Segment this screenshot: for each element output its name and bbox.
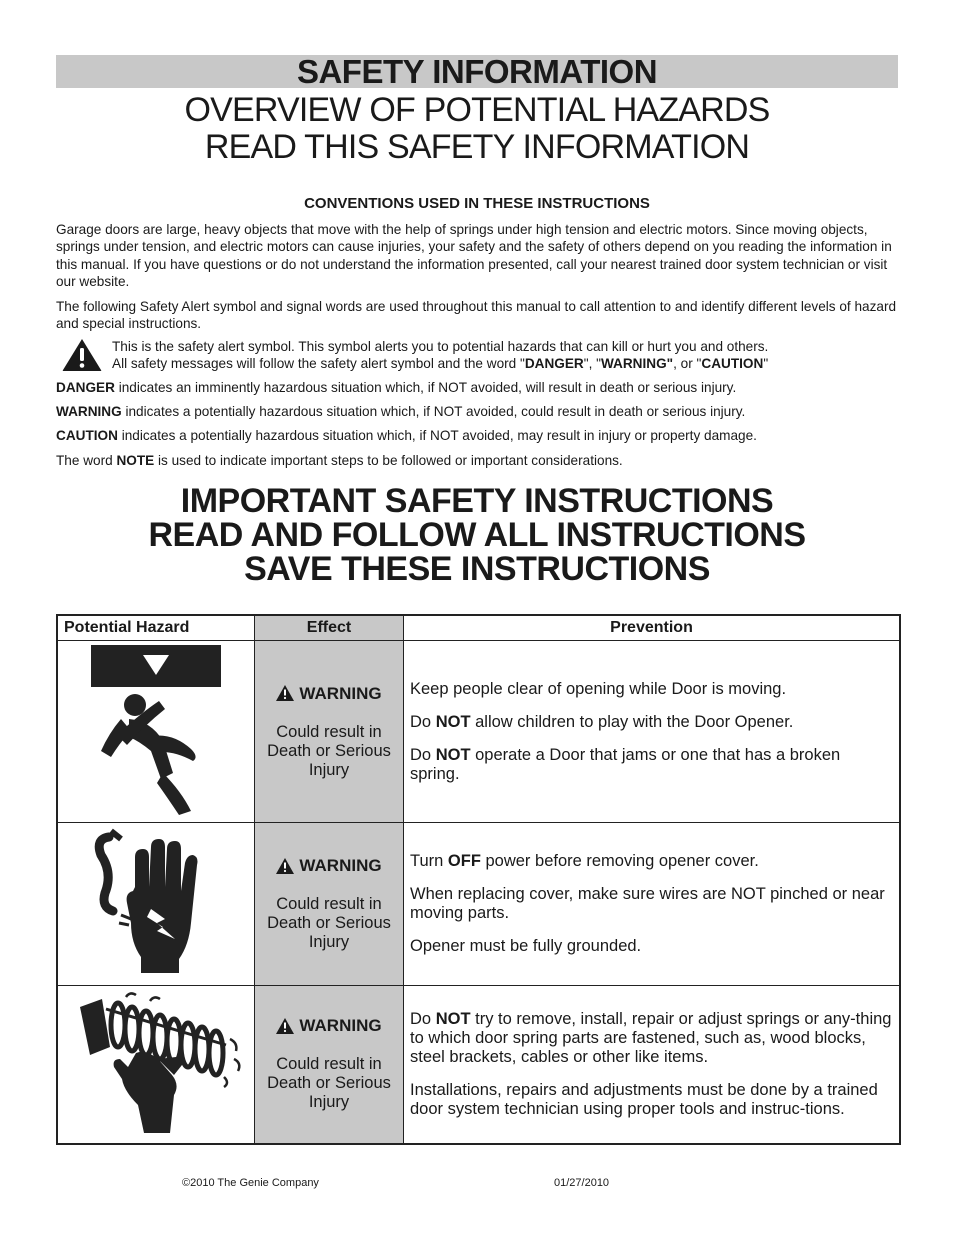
effect-line: Could result in bbox=[276, 1055, 382, 1074]
effect-cell bbox=[255, 986, 404, 1144]
prevention-text bbox=[410, 1010, 893, 1067]
definition-term: CAUTION bbox=[56, 428, 118, 443]
effect-cell bbox=[255, 823, 404, 986]
prevention-text: Keep people clear of opening while Door is moving. bbox=[410, 679, 787, 698]
table-header-row bbox=[57, 615, 900, 641]
definition-term: DANGER bbox=[56, 380, 115, 395]
prevention-text-part: Do bbox=[410, 712, 436, 731]
spring-hazard-icon bbox=[66, 987, 246, 1137]
prevention-cell bbox=[404, 641, 901, 823]
prevention-text-part: power before removing opener cover. bbox=[480, 852, 759, 870]
header-prevention: Prevention bbox=[404, 615, 901, 641]
prevention-text: Installations, repairs and adjustments must be done by a trained door system technician using proper tools and instruc-tions. bbox=[410, 1080, 878, 1118]
subtitle-line-1: OVERVIEW OF POTENTIAL HAZARDS bbox=[184, 91, 770, 129]
subtitle-line-2: READ THIS SAFETY INFORMATION bbox=[204, 128, 750, 166]
hazard-image-cell bbox=[57, 986, 255, 1144]
warning-label bbox=[255, 856, 403, 875]
prevention-cell bbox=[404, 986, 901, 1144]
table-row bbox=[57, 641, 900, 823]
alert-line-2 bbox=[112, 355, 768, 372]
hazard-image-cell bbox=[57, 641, 255, 823]
footer-date: 01/27/2010 bbox=[554, 1177, 610, 1189]
definition-text: indicates a potentially hazardous situation which, if NOT avoided, may result in injury or property damage. bbox=[117, 428, 757, 443]
definition-text: indicates a potentially hazardous situation which, if NOT avoided, could result in death or serious injury. bbox=[121, 404, 746, 419]
hazard-table bbox=[56, 614, 901, 1145]
alert-line-1: This is the safety alert symbol. This symbol alerts you to potential hazards that can kill or hurt you and others. bbox=[112, 339, 769, 354]
effect-line: Injury bbox=[308, 760, 350, 779]
alert-word-danger: DANGER bbox=[524, 356, 584, 371]
hazard-image-cell bbox=[57, 823, 255, 986]
definition-danger bbox=[56, 380, 736, 395]
prevention-text-part: Turn bbox=[410, 852, 448, 870]
crushed-person-icon bbox=[81, 641, 231, 817]
conventions-paragraph-2: The following Safety Alert symbol and signal words are used throughout this manual to call attention to and identify different levels of hazard and special instructions. bbox=[56, 299, 897, 332]
prevention-text: Opener must be fully grounded. bbox=[410, 937, 642, 955]
conventions-heading: CONVENTIONS USED IN THESE INSTRUCTIONS bbox=[304, 195, 650, 212]
safety-alert-block bbox=[56, 338, 898, 374]
prevention-text-part: Do bbox=[410, 745, 436, 764]
prevention-text-part: Do bbox=[410, 1009, 436, 1028]
effect-line: Could result in bbox=[276, 895, 382, 913]
warning-text: WARNING bbox=[299, 1016, 382, 1036]
effect-cell bbox=[255, 641, 404, 823]
note-prefix: The word bbox=[56, 453, 117, 468]
safety-alert-icon bbox=[276, 858, 294, 874]
footer-copyright: ©2010 The Genie Company bbox=[182, 1177, 319, 1189]
title-banner bbox=[56, 55, 898, 88]
effect-line: Injury bbox=[308, 1093, 350, 1112]
definition-text: indicates an imminently hazardous situation which, if NOT avoided, will result in death or serious injury. bbox=[114, 380, 737, 395]
important-heading-3: SAVE THESE INSTRUCTIONS bbox=[244, 550, 710, 588]
warning-text: WARNING bbox=[299, 856, 382, 875]
note-term: NOTE bbox=[116, 453, 155, 468]
important-heading-1: IMPORTANT SAFETY INSTRUCTIONS bbox=[180, 482, 774, 520]
conventions-paragraph-1: Garage doors are large, heavy objects that move with the help of springs under high tension and electric motors. Since moving objects, springs under tension, and electric motors can cause injuries, your safety and the safety of others depend on you reading the information in this manual. If you have questions or do not understand the information presented, call your nearest trained door system technician or visit our website. bbox=[56, 222, 892, 290]
effect-line: Death or Serious bbox=[267, 741, 391, 760]
header-effect: Effect bbox=[255, 615, 404, 641]
effect-line: Injury bbox=[308, 933, 350, 951]
definition-term: WARNING bbox=[56, 404, 122, 419]
prevention-emphasis: NOT bbox=[435, 745, 471, 764]
prevention-text bbox=[410, 746, 893, 784]
page-title: SAFETY INFORMATION bbox=[296, 53, 658, 90]
electric-shock-hand-icon bbox=[91, 827, 221, 977]
alert-sep-1: ", " bbox=[583, 356, 601, 371]
important-heading-2: READ AND FOLLOW ALL INSTRUCTIONS bbox=[148, 516, 806, 554]
table-row bbox=[57, 823, 900, 986]
prevention-text-part: try to remove, install, repair or adjust springs or any-thing to which door spring parts are fastened, such as, wood blocks, steel brackets, cables or other like items. bbox=[410, 1009, 892, 1066]
note-text: is used to indicate important steps to be followed or important considerations. bbox=[154, 453, 623, 468]
safety-alert-icon bbox=[276, 685, 294, 701]
effect-line: Death or Serious bbox=[267, 1074, 391, 1093]
prevention-text bbox=[410, 713, 893, 732]
alert-sep-2: , or " bbox=[673, 356, 702, 371]
warning-label bbox=[255, 1016, 403, 1035]
prevention-emphasis: OFF bbox=[447, 852, 481, 870]
warning-label bbox=[255, 684, 403, 703]
definition-warning bbox=[56, 404, 745, 419]
effect-line: Death or Serious bbox=[267, 914, 391, 932]
alert-word-warning: WARNING" bbox=[600, 356, 674, 371]
alert-text bbox=[112, 338, 768, 372]
safety-alert-icon bbox=[276, 1018, 294, 1034]
prevention-text bbox=[410, 852, 893, 871]
effect-line: Could result in bbox=[276, 722, 382, 741]
definition-caution bbox=[56, 428, 757, 443]
definition-note bbox=[56, 453, 623, 468]
prevention-text-part: allow children to play with the Door Opener. bbox=[470, 712, 794, 731]
alert-line-2-prefix: All safety messages will follow the safety alert symbol and the word " bbox=[112, 356, 525, 371]
warning-text: WARNING bbox=[299, 683, 382, 703]
prevention-text-part: operate a Door that jams or one that has a broken spring. bbox=[410, 745, 841, 783]
prevention-cell bbox=[404, 823, 901, 986]
table-row bbox=[57, 986, 900, 1144]
alert-word-caution: CAUTION bbox=[701, 356, 764, 371]
prevention-emphasis: NOT bbox=[435, 712, 471, 731]
prevention-emphasis: NOT bbox=[435, 1009, 471, 1028]
header-potential-hazard: Potential Hazard bbox=[57, 615, 255, 641]
safety-alert-icon bbox=[62, 338, 102, 372]
alert-end: " bbox=[763, 356, 769, 371]
prevention-text: When replacing cover, make sure wires are NOT pinched or near moving parts. bbox=[410, 885, 885, 922]
